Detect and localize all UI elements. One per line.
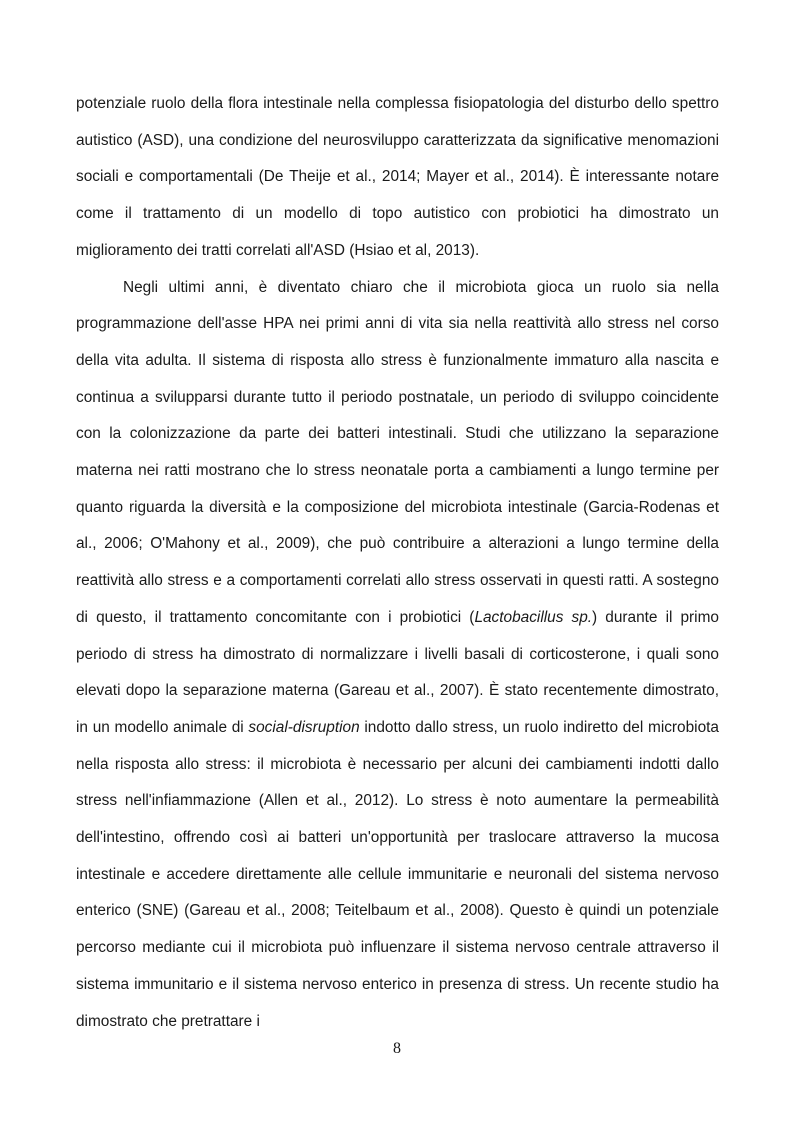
body-text xyxy=(76,86,719,1040)
paragraph-2 xyxy=(76,270,719,1041)
page-number: 8 xyxy=(393,1040,401,1057)
paragraph-2-italic-term-2: social-disruption xyxy=(248,718,360,736)
paragraph-2-italic-term-1: Lactobacillus sp. xyxy=(474,608,593,626)
paragraph-2-part-2: ) durante il primo periodo di stress ha dimostrato di normalizzare i livelli basali di corticosterone, i quali sono elevati dopo la separazione materna (Gareau et al., 2007). È stato recentemente dimostrato, in un modello animale di xyxy=(76,608,719,736)
paragraph-2-part-1: Negli ultimi anni, è diventato chiaro che il microbiota gioca un ruolo sia nella programmazione dell'asse HPA nei primi anni di vita sia nella reattività allo stress nel corso della vita adulta. Il sistema di risposta allo stress è funzionalmente immaturo alla nascita e continua a svilupparsi durante tutto il periodo postnatale, un periodo di sviluppo coincidente con la colonizzazione da parte dei batteri intestinali. Studi che utilizzano la separazione materna nei ratti mostrano che lo stress neonatale porta a cambiamenti a lungo termine per quanto riguarda la diversità e la composizione del microbiota intestinale (Garcia-Rodenas et al., 2006; O'Mahony et al., 2009), che può contribuire a alterazioni a lungo termine della reattività allo stress e a comportamenti correlati allo stress osservati in questi ratti. A sostegno di questo, il trattamento concomitante con i probiotici ( xyxy=(76,278,719,626)
paragraph-1: potenziale ruolo della flora intestinale nella complessa fisiopatologia del disturbo dello spettro autistico (ASD), una condizione del neurosviluppo caratterizzata da significative menomazioni sociali e comportamentali (De Theije et al., 2014; Mayer et al., 2014). È interessante notare come il trattamento di un modello di topo autistico con probiotici ha dimostrato un miglioramento dei tratti correlati all'ASD (Hsiao et al, 2013). xyxy=(76,95,719,259)
paragraph-2-part-3: indotto dallo stress, un ruolo indiretto del microbiota nella risposta allo stress: il microbiota è necessario per alcuni dei cambiamenti indotti dallo stress nell'infiammazione (Allen et al., 2012). Lo stress è noto aumentare la permeabilità dell'intestino, offrendo così ai batteri un'opportunità per traslocare attraverso la mucosa intestinale e accedere direttamente alle cellule immunitarie e neuronali del sistema nervoso enterico (SNE) (Gareau et al., 2008; Teitelbaum et al., 2008). Questo è quindi un potenziale percorso mediante cui il microbiota può influenzare il sistema nervoso centrale attraverso il sistema immunitario e il sistema nervoso enterico in presenza di stress. Un recente studio ha dimostrato che pretrattare i xyxy=(76,718,719,1030)
